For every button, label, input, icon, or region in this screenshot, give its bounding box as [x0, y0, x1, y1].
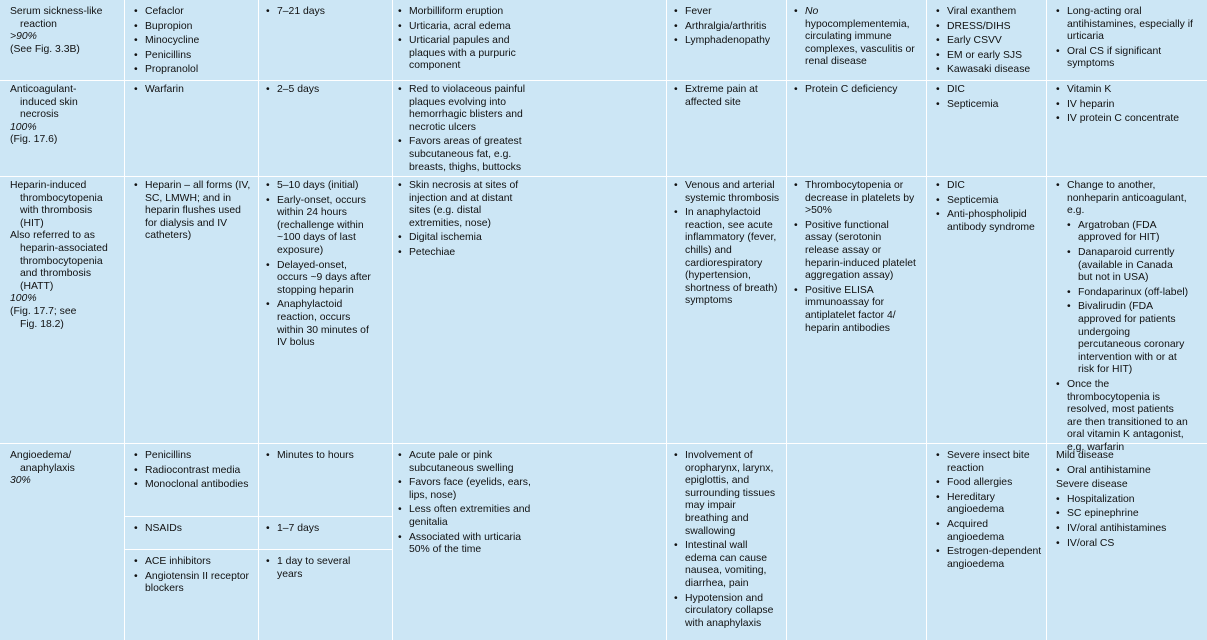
treatment-item: • IV protein C concentrate — [1056, 113, 1204, 126]
reaction-name: Heparin-induced — [10, 180, 87, 191]
systemic-item: • Involvement of oropharynx, larynx, epiglottis, and surrounding tissues may impair breathing and swallowing — [674, 450, 782, 538]
feature-item: • Urticaria, acral edema — [398, 21, 543, 34]
treatment-subitem: • Danaparoid currently (available in Canada but not in USA) — [1056, 247, 1190, 285]
lab-item: • Protein C deficiency — [794, 84, 918, 97]
also-known-as: Also referred to as — [10, 230, 95, 242]
treatment-item: • IV/oral antihistamines — [1056, 523, 1204, 536]
drugs-cell — [134, 180, 252, 245]
treatment-subitem: • Argatroban (FDA approved for HIT) — [1056, 220, 1190, 245]
drug-item: • NSAIDs — [134, 523, 252, 536]
treatment-cell — [1056, 6, 1204, 73]
onset-item: • 1–7 days — [266, 523, 378, 536]
row-divider — [124, 549, 392, 550]
treatment-item: • Oral CS if significant symptoms — [1056, 46, 1204, 71]
lab-item: • Thrombocytopenia or decrease in platelets by >50% — [794, 180, 918, 218]
treatment-subitem: • Fondaparinux (off-label) — [1056, 287, 1190, 300]
figure-reference: (See Fig. 3.3B) — [10, 43, 80, 55]
drugs-cell — [134, 84, 254, 99]
onset-cell — [266, 556, 378, 583]
onset-cell — [266, 450, 378, 465]
also-known-as: (HATT) — [20, 280, 54, 292]
row-divider — [0, 80, 1207, 81]
systemic-item: • Extreme pain at affected site — [674, 84, 782, 109]
treatment-cell — [1056, 84, 1204, 128]
drug-item: • Heparin – all forms (IV, SC, LMWH; and in heparin flushes used for dialysis and IV catheters) — [134, 180, 252, 243]
treatment-cell — [1056, 180, 1190, 456]
systemic-cell — [674, 450, 782, 632]
lab-item: • Positive ELISA immunoassay for antiplatelet factor 4/ heparin antibodies — [794, 285, 918, 335]
drug-item: • Angiotensin II receptor blockers — [134, 571, 252, 596]
lab-negation: No — [805, 6, 819, 17]
treatment-item: • IV/oral CS — [1056, 538, 1204, 551]
feature-item: • Associated with urticaria 50% of the time — [398, 532, 543, 557]
onset-item: • 5–10 days (initial) — [266, 180, 378, 193]
also-known-as: heparin-associated — [20, 242, 108, 254]
ddx-cell — [936, 180, 1042, 236]
feature-item: • Petechiae — [398, 247, 533, 260]
row-divider — [0, 443, 1207, 444]
column-divider — [392, 0, 393, 640]
lab-text: hypocomplementemia, circulating immune complexes, vasculitis or renal disease — [805, 18, 915, 68]
ddx-item: • Kawasaki disease — [936, 64, 1042, 77]
reaction-name: induced skin — [20, 96, 78, 108]
onset-item: • 1 day to several years — [266, 556, 378, 581]
lab-item — [794, 6, 918, 69]
ddx-item: • Hereditary angioedema — [936, 492, 1042, 517]
treatment-cell — [1056, 450, 1204, 552]
ddx-item: • DIC — [936, 180, 1042, 193]
ddx-item: • Septicemia — [936, 99, 1042, 112]
systemic-item: • Venous and arterial systemic thrombosis — [674, 180, 782, 205]
feature-item: • Red to violaceous painful plaques evolving into hemorrhagic blisters and necrotic ulcers — [398, 84, 543, 134]
feature-item: • Digital ischemia — [398, 232, 533, 245]
drugs-cell — [134, 523, 252, 538]
ddx-item: • Estrogen-dependent angioedema — [936, 546, 1042, 571]
figure-reference: (Fig. 17.6) — [10, 134, 58, 146]
treatment-subitem: • Bivalirudin (FDA approved for patients undergoing percutaneous coronary intervention with or at risk for HIT) — [1056, 301, 1190, 377]
reaction-name: thrombocytopenia — [20, 192, 103, 204]
systemic-cell — [674, 84, 782, 111]
features-cell — [398, 6, 543, 75]
systemic-cell — [674, 6, 782, 50]
onset-cell — [266, 84, 386, 99]
drug-item: • Propranolol — [134, 64, 254, 77]
ddx-item: • DIC — [936, 84, 1042, 97]
ddx-item: • Anti-phospholipid antibody syndrome — [936, 209, 1042, 234]
treatment-item: • Hospitalization — [1056, 494, 1204, 507]
drugs-cell — [134, 6, 254, 79]
onset-item: • Anaphylactoid reaction, occurs within 30 minutes of IV bolus — [266, 299, 378, 349]
reaction-name-cell — [10, 6, 120, 56]
figure-reference: Fig. 18.2) — [20, 318, 64, 330]
reaction-name: necrosis — [20, 109, 59, 121]
feature-item: • Morbilliform eruption — [398, 6, 543, 19]
frequency: 30% — [10, 475, 31, 487]
drug-item: • Penicillins — [134, 450, 252, 463]
treatment-heading: Mild disease — [1056, 450, 1114, 461]
ddx-item: • DRESS/DIHS — [936, 21, 1042, 34]
treatment-item: • Long-acting oral antihistamines, especially if urticaria — [1056, 6, 1204, 44]
drug-item: • Cefaclor — [134, 6, 254, 19]
column-divider — [926, 0, 927, 640]
drugs-cell — [134, 556, 252, 598]
also-known-as: and thrombosis — [20, 268, 92, 280]
lab-cell — [794, 180, 918, 337]
features-cell — [398, 84, 543, 176]
treatment-heading: Severe disease — [1056, 479, 1128, 491]
lab-cell — [794, 6, 918, 71]
features-cell — [398, 180, 533, 262]
reaction-name: (HIT) — [20, 217, 44, 229]
reaction-name-cell — [10, 180, 122, 331]
drug-item: • ACE inhibitors — [134, 556, 252, 569]
reaction-name: with thrombosis — [20, 205, 93, 217]
reaction-name: Serum sickness-like — [10, 6, 103, 17]
reaction-name: reaction — [20, 18, 57, 30]
drug-item: • Bupropion — [134, 21, 254, 34]
onset-cell — [266, 523, 378, 538]
reaction-name: Angioedema/ — [10, 450, 72, 461]
ddx-item: • EM or early SJS — [936, 50, 1042, 63]
column-divider — [1046, 0, 1047, 640]
treatment-item: • Once the thrombocytopenia is resolved, most patients are then transitioned to an oral vitamin K antagonist, e.g. warfarin — [1056, 379, 1190, 455]
figure-reference: (Fig. 17.7; see — [10, 305, 77, 317]
frequency: 100% — [10, 121, 37, 133]
column-divider — [666, 0, 667, 640]
feature-item: • Urticarial papules and plaques with a purpuric component — [398, 35, 543, 73]
feature-item: • Less often extremities and genitalia — [398, 504, 543, 529]
feature-item: • Skin necrosis at sites of injection and at distant sites (e.g. distal extremities, nose) — [398, 180, 533, 230]
ddx-cell — [936, 6, 1042, 79]
lab-item: • Positive functional assay (serotonin release assay or heparin-induced platelet aggregation assay) — [794, 220, 918, 283]
drug-item: • Monoclonal antibodies — [134, 479, 252, 492]
treatment-item: • IV heparin — [1056, 99, 1204, 112]
ddx-item: • Viral exanthem — [936, 6, 1042, 19]
ddx-item: • Septicemia — [936, 195, 1042, 208]
frequency: 100% — [10, 293, 37, 305]
lab-cell — [794, 84, 918, 99]
ddx-item: • Severe insect bite reaction — [936, 450, 1042, 475]
onset-item: • Minutes to hours — [266, 450, 378, 463]
systemic-item: • Intestinal wall edema can cause nausea, vomiting, diarrhea, pain — [674, 540, 782, 590]
treatment-item: • Oral antihistamine — [1056, 465, 1204, 478]
drug-item: • Radiocontrast media — [134, 465, 252, 478]
onset-item: • 7–21 days — [266, 6, 386, 19]
systemic-item: • In anaphylactoid reaction, see acute inflammatory (fever, chills) and cardiorespiratory (hypertension, shortness of breath) symptoms — [674, 207, 782, 308]
row-divider — [124, 516, 392, 517]
ddx-item: • Acquired angioedema — [936, 519, 1042, 544]
features-cell — [398, 450, 543, 559]
frequency: >90% — [10, 31, 37, 43]
systemic-item: • Fever — [674, 6, 782, 19]
treatment-item: • Vitamin K — [1056, 84, 1204, 97]
treatment-item: • Change to another, nonheparin anticoagulant, e.g. — [1056, 180, 1190, 218]
onset-item: • 2–5 days — [266, 84, 386, 97]
systemic-item: • Hypotension and circulatory collapse with anaphylaxis — [674, 593, 782, 631]
column-divider — [258, 0, 259, 640]
ddx-item: • Food allergies — [936, 477, 1042, 490]
drug-item: • Minocycline — [134, 35, 254, 48]
onset-cell — [266, 180, 378, 352]
column-divider — [786, 0, 787, 640]
drug-item: • Penicillins — [134, 50, 254, 63]
ddx-item: • Early CSVV — [936, 35, 1042, 48]
reaction-name-cell — [10, 84, 120, 147]
reaction-name: anaphylaxis — [20, 462, 75, 474]
feature-item: • Favors areas of greatest subcutaneous fat, e.g. breasts, thighs, buttocks — [398, 136, 543, 174]
reaction-name-cell — [10, 450, 120, 488]
drugs-cell — [134, 450, 252, 494]
onset-item: • Early-onset, occurs within 24 hours (rechallenge within ~100 days of last exposure) — [266, 195, 378, 258]
systemic-cell — [674, 180, 782, 310]
column-divider — [124, 0, 125, 640]
onset-item: • Delayed-onset, occurs ~9 days after stopping heparin — [266, 260, 378, 298]
feature-item: • Acute pale or pink subcutaneous swelling — [398, 450, 543, 475]
ddx-cell — [936, 450, 1042, 573]
drug-item: • Warfarin — [134, 84, 254, 97]
also-known-as: thrombocytopenia — [20, 255, 103, 267]
treatment-item: • SC epinephrine — [1056, 508, 1204, 521]
reaction-name: Anticoagulant- — [10, 84, 77, 95]
onset-cell — [266, 6, 386, 21]
systemic-item: • Lymphadenopathy — [674, 35, 782, 48]
ddx-cell — [936, 84, 1042, 113]
feature-item: • Favors face (eyelids, ears, lips, nose) — [398, 477, 543, 502]
row-divider — [0, 176, 1207, 177]
systemic-item: • Arthralgia/arthritis — [674, 21, 782, 34]
